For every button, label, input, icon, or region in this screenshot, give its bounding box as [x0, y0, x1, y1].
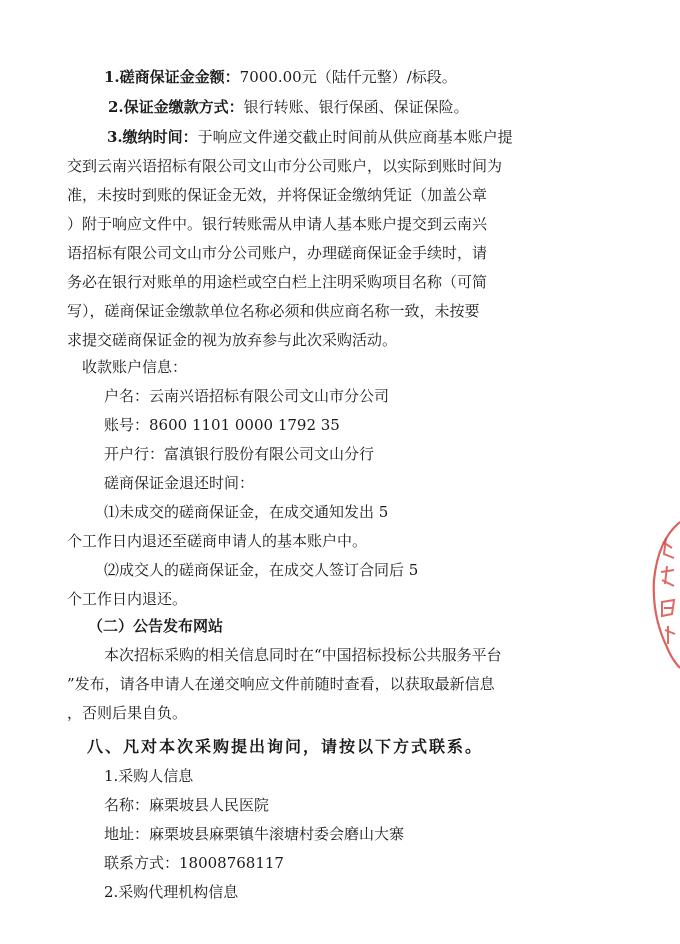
website-line: 本次招标采购的相关信息同时在“中国招标投标公共服务平台 — [104, 646, 502, 664]
refund-item-1-cont: 个工作日内退还至磋商申请人的基本账户中。 — [67, 532, 368, 550]
deposit-time — [107, 127, 513, 147]
contact-heading: 八、凡对本次采购提出询问，请按以下方式联系。 — [87, 737, 484, 756]
deposit-amount-label: 1.磋商保证金金额： — [104, 68, 240, 86]
account-bank: 开户行：富滇银行股份有限公司文山分行 — [104, 445, 375, 463]
account-heading: 收款账户信息： — [82, 358, 188, 376]
deposit-amount — [104, 67, 457, 87]
website-line: ”发布，请各申请人在递交响应文件前随时查看，以获取最新信息 — [67, 675, 495, 693]
deposit-body-line: 务必在银行对账单的用途栏或空白栏上注明采购项目名称（可简 — [67, 273, 488, 291]
seal-stamp-icon — [650, 520, 680, 670]
deposit-body-line: 交到云南兴语招标有限公司文山市分公司账户，以实际到账时间为 — [67, 157, 503, 175]
deposit-body-line: ）附于响应文件中。银行转账需从申请人基本账户提交到云南兴 — [67, 215, 488, 233]
deposit-method — [108, 97, 469, 117]
account-number: 账号：8600 1101 0000 1792 35 — [104, 416, 340, 434]
deposit-method-label: 2.保证金缴款方式： — [108, 98, 244, 116]
website-heading: （二）公告发布网站 — [88, 617, 224, 635]
deposit-body-line: 语招标有限公司文山市分公司账户，办理磋商保证金手续时，请 — [67, 244, 488, 262]
deposit-body-line: 写），磋商保证金缴款单位名称必须和供应商名称一致，未按要 — [67, 302, 480, 320]
deposit-amount-value: 7000.00元（陆仟元整）/标段。 — [239, 68, 457, 86]
purchaser-name: 名称：麻栗坡县人民医院 — [104, 796, 270, 814]
deposit-body-line: 准，未按时到账的保证金无效，并将保证金缴纳凭证（加盖公章 — [67, 186, 488, 204]
deposit-method-value: 银行转账、银行保函、保证保险。 — [243, 98, 469, 116]
refund-item-2: ⑵成交人的磋商保证金，在成交人签订合同后 5 — [104, 561, 419, 579]
deposit-body-line: 求提交磋商保证金的视为放弃参与此次采购活动。 — [67, 331, 398, 349]
agency-heading: 2.采购代理机构信息 — [104, 883, 239, 901]
refund-heading: 磋商保证金退还时间： — [104, 474, 255, 492]
refund-item-2-cont: 个工作日内退还。 — [67, 590, 188, 608]
purchaser-address: 地址：麻栗坡县麻栗镇牛滚塘村委会磨山大寨 — [104, 825, 405, 843]
refund-item-1: ⑴未成交的磋商保证金，在成交通知发出 5 — [104, 503, 389, 521]
account-name: 户名：云南兴语招标有限公司文山市分公司 — [104, 387, 390, 405]
deposit-time-text: 于响应文件递交截止时间前从供应商基本账户提 — [197, 128, 513, 146]
website-line: ，否则后果自负。 — [67, 704, 188, 722]
purchaser-phone: 联系方式：18008768117 — [104, 854, 284, 872]
purchaser-heading: 1.采购人信息 — [104, 767, 194, 785]
deposit-time-label: 3.缴纳时间： — [107, 128, 198, 146]
